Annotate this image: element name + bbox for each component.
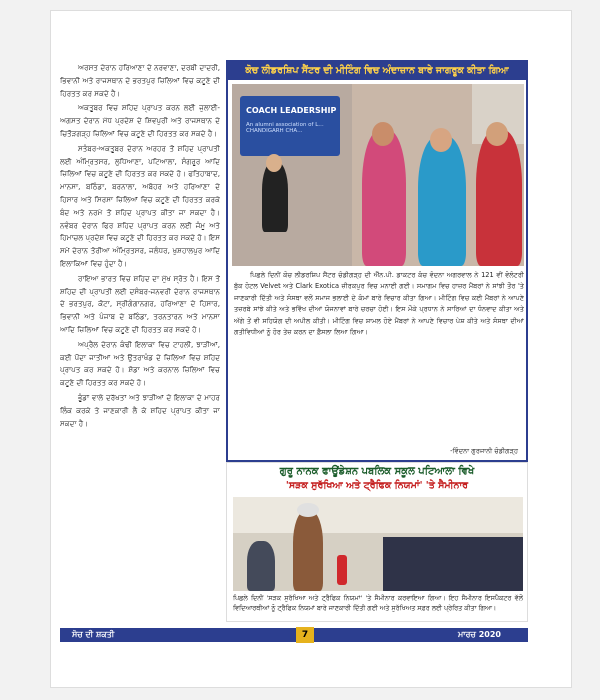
coach-leadership-article xyxy=(226,60,528,462)
banner-title: COACH LEADERSHIP xyxy=(246,106,337,115)
seated-guest xyxy=(247,541,275,591)
paragraph: ਅਪ੍ਰੈਲ ਦੇਰਾਨ ਕੰਢੀ ਇਲਾਕਾ ਵਿਚ ਟਾਹਲੀ, ਝਾੜੀਆਂ, ਕਈ ਪੌਦਾ ਜਾਤੀਆਂ ਅਤੇ ਉਤਰਾਖੰਡ ਦੇ ਜ਼ਿਲਿਆਂ ਵਿਚ ਸ਼ਹਿਦ ਪ੍ਰਾਪਤ ਕਰ ਸਕਦੇ ਹੋ। ਸ਼ੋਡਾ ਅਤੇ ਕਰਨਾਲ ਜ਼ਿਲਿਆਂ ਵਿਚ ਕਟੂਣੇ ਦੀ ਹਿਰਤਤ ਕਰ ਸਕਦੇ ਹੋ। xyxy=(60,339,220,388)
magazine-name: ਸੋਚ ਦੀ ਸ਼ਕਤੀ xyxy=(72,630,115,639)
paragraph: ਭੂੰਡਾਂ ਵਾਲੇ ਦਰੱਖਤਾਂ ਅਤੇ ਝਾੜੀਆਂ ਦੇ ਇਲਾਕਾ ਦੇ ਮਾਹਰ ਲਿੰਕ ਕਰਕੇ ਤੇ ਜਾਣਕਾਰੀ ਲੈ ਕੇ ਸ਼ਹਿਦ ਪ੍ਰਾਪਤ ਕੀਤਾ ਜਾ ਸਕਦਾ ਹੈ। xyxy=(60,392,220,428)
officer-turban xyxy=(297,503,319,517)
woman-face xyxy=(430,128,452,152)
paragraph: ਅਕਤੂਬਰ ਵਿਚ ਸ਼ਹਿਦ ਪ੍ਰਾਪਤ ਕਰਨ ਲਈ ਜੁਲਾਈ-ਅਗਸਤ ਦੇਰਾਨ ਮੱਧ ਪ੍ਰਦੇਸ਼ ਦੇ ਸ਼ਿਵਪੁਰੀ ਅਤੇ ਰਾਜਸਥਾਨ ਦੇ ਚਿਤੌੜਗੜ੍ਹ ਜ਼ਿਲਿਆਂ ਵਿਚ ਕਟੂਣੇ ਦੀ ਹਿਰਤਤ ਕਰ ਸਕਦੇ ਹੈ। xyxy=(60,103,220,138)
article-byline: -ਵਿੰਦਨਾ ਗੁਰਜਾਨੀ ਚੰਡੀਗੜ੍ਹ xyxy=(450,447,518,455)
road-safety-article xyxy=(226,462,528,622)
article-paragraph: ਪਿਛਲੇ ਦਿਨੀਂ ਕੋਚ ਲੀਡਰਸ਼ਿਪ ਸੈਂਟਰ ਚੰਡੀਗੜ੍ਹ ਦੀ ਐੱਨ.ਪੀ. ਡਾਕਟਰ ਕੰਚ ਵੰਦਨਾ ਅਗਰਵਾਲ ਨੇ 121 ਵੀਂ ਵੋਲੰਟਰੀ ਬੁੱਕ ਹੋਟਲ Velvet ਅਤੇ Clark Exotica ਜ਼ੀਰਕਪੁਰ ਵਿਚ ਮਨਾਈ ਗਈ। ਸਮਾਗਮ ਵਿਚ ਹਾਜ਼ਰ ਮੈਂਬਰਾਂ ਨੇ ਸਾਂਝੀ ਤੌਰ 'ਤੇ ਜਾਣਕਾਰੀ ਦਿੱਤੀ ਅਤੇ ਸੰਸਥਾ ਵਲੋਂ ਸਮਾਜ ਭਲਾਈ ਦੇ ਕੰਮਾਂ ਬਾਰੇ ਵਿਚਾਰ ਕੀਤਾ ਗਿਆ। ਮੀਟਿੰਗ ਵਿਚ ਕਈ ਮੈਂਬਰਾਂ ਨੇ ਆਪਣੇ ਤਜ਼ਰਬੇ ਸਾਂਝੇ ਕੀਤੇ ਅਤੇ ਭਵਿੱਖ ਦੀਆਂ ਯੋਜਨਾਵਾਂ ਬਾਰੇ ਚਰਚਾ ਹੋਈ। ਇਸ ਮੌਕੇ ਪ੍ਰਧਾਨ ਨੇ ਸਾਰਿਆਂ ਦਾ ਧੰਨਵਾਦ ਕੀਤਾ ਅਤੇ ਅੱਗੇ ਤੋਂ ਵੀ ਸਹਿਯੋਗ ਦੀ ਅਪੀਲ ਕੀਤੀ। ਮੀਟਿੰਗ ਵਿਚ ਸ਼ਾਮਲ ਹੋਏ ਮੈਂਬਰਾਂ ਨੇ ਆਪਣੇ ਵਿਚਾਰ ਪੇਸ਼ ਕੀਤੇ ਅਤੇ ਸੰਸਥਾ ਦੀਆਂ ਗਤੀਵਿਧੀਆਂ ਨੂੰ ਹੋਰ ਤੇਜ਼ ਕਰਨ ਦਾ ਫ਼ੈਸਲਾ ਲਿਆ ਗਿਆ। xyxy=(234,271,524,337)
photo-background xyxy=(233,497,523,533)
paragraph: ਸਤੰਬਰ-ਅਕਤੂਬਰ ਦੇਰਾਨ ਅਰਹਰ ਤੋਂ ਸ਼ਹਿਦ ਪ੍ਰਾਪਤੀ ਲਈ ਅੰਮ੍ਰਿਤਸਰ, ਲੁਧਿਆਣਾ, ਪਟਿਆਲਾ, ਸੰਗਰੂਰ ਆਦਿ ਜ਼ਿਲਿਆਂ ਵਿਚ ਕਟੂਣੇ ਦੀ ਹਿਰਤਤ ਕਰ ਸਕਦੇ ਹੋ। ਫਤਿਹਾਬਾਦ, ਮਾਨਸਾ, ਬਠਿੰਡਾ, ਬਰਨਾਲਾ, ਅਬੋਹਰ ਅਤੇ ਹਰਿਆਣਾ ਦੇ ਹਿਸਾਰ ਅਤੇ ਸਿਰਸਾ ਜ਼ਿਲਿਆਂ ਵਿਚ ਕਟੂਣੇ ਦੀ ਹਿਰਤਤ ਕਰਕੇ ਬੰਦ ਅਤੇ ਨਰਮੇ ਤੋਂ ਸ਼ਹਿਦ ਪ੍ਰਾਪਤ ਕੀਤਾ ਜਾ ਸਕਦਾ ਹੈ। ਨਵੰਬਰ ਦੇਰਾਨ ਫਿਰ ਸ਼ਹਿਦ ਪ੍ਰਾਪਤ ਕਰਨ ਲਈ ਜੰਮੂ ਅਤੇ ਹਿਮਾਚਲ ਪ੍ਰਦੇਸ਼ ਵਿਚ ਕਟੂਣੇ ਦੀ ਹਿਰਤਤ ਕਰ ਸਕਦੇ ਹੋ। ਇਸ ਸਮੇਂ ਦੇਰਾਨ ਤੋਰੀਆ ਅੰਮ੍ਰਿਤਸਰ, ਜਲੰਧਰ, ਖੁਸ਼ਹਾਲਪੁਰ ਆਦਿ ਇਲਾਕਿਆਂ ਵਿਚ ਹੁੰਦਾ ਹੈ। xyxy=(60,143,220,268)
article-headline: ਕੋਚ ਲੀਡਰਸ਼ਿਪ ਸੈਂਟਰ ਦੀ ਮੀਟਿੰਗ ਵਿਚ ਅੰਦਾਜ਼ਾਨ ਬਾਰੇ ਜਾਗਰੂਕ ਕੀਤਾ ਗਿਆ xyxy=(228,62,526,80)
woman-figure xyxy=(476,130,522,266)
speaker-face xyxy=(266,154,282,172)
woman-face xyxy=(372,122,394,146)
photo-right-panel xyxy=(352,84,524,266)
article-body: ਪਿਛਲੇ ਦਿਨੀਂ 'ਸੜਕ ਸੁਰੱਖਿਆ ਅਤੇ ਟ੍ਰੈਫਿਕ ਨਿਯਮਾਂ' 'ਤੇ ਸੈਮੀਨਾਰ ਕਰਵਾਇਆ ਗਿਆ। ਇਹ ਸੈਮੀਨਾਰ ਇਸਪੈਕਟਰ ਵੱਲੋਂ ਵਿਦਿਆਰਥੀਆਂ ਨੂੰ ਟ੍ਰੈਫਿਕ ਨਿਯਮਾਂ ਬਾਰੇ ਜਾਣਕਾਰੀ ਦਿੱਤੀ ਗਈ ਅਤੇ ਸੁਰੱਖਿਅਤ ਸਫ਼ਰ ਲਈ ਪ੍ਰੇਰਿਤ ਕੀਤਾ ਗਿਆ। xyxy=(233,594,523,613)
student-audience xyxy=(383,537,523,591)
left-column-article xyxy=(60,62,220,622)
fire-extinguisher xyxy=(337,555,347,585)
paragraph: ਅਰਸਤ ਦੇਰਾਨ ਹਰਿਆਣਾ ਦੇ ਨਰਵਾਣਾ, ਦਰਬੀ ਦਾਦਰੀ, ਭਿਵਾਨੀ ਅਤੇ ਰਾਜਸਥਾਨ ਦੇ ਭਰਤਪੁਰ ਜ਼ਿਲਿਆਂ ਵਿਚ ਕਟੂਣੇ ਦੀ ਹਿਰਤਤ ਕਰ ਸਕਦੇ ਹੈ। xyxy=(60,63,220,98)
headline-line-2: 'ਸੜਕ ਸੁਰੱਖਿਆ ਅਤੇ ਟ੍ਰੈਫਿਕ ਨਿਯਮਾਂ' 'ਤੇ ਸੈਮੀਨਾਰ xyxy=(285,480,469,491)
article-headline xyxy=(227,463,527,495)
issue-date: ਮਾਰਚ 2020 xyxy=(458,630,501,639)
meeting-photo xyxy=(232,84,524,266)
photo-left-panel xyxy=(232,84,352,266)
page-number: 7 xyxy=(296,627,314,643)
woman-figure xyxy=(362,130,406,266)
headline-line-1: ਗੁਰੂ ਨਾਨਕ ਫਾਊਂਡੇਸ਼ਨ ਪਬਲਿਕ ਸਕੂਲ ਪਟਿਆਲਾ ਵਿਖੇ xyxy=(279,466,475,477)
officer-figure xyxy=(293,511,323,591)
woman-face xyxy=(486,122,508,146)
paragraph: ਰਾਇਆ ਭਾਰਤ ਵਿਚ ਸ਼ਹਿਦ ਦਾ ਮੁੱਖ ਸ੍ਰੋਤ ਹੈ। ਇਸ ਤੋਂ ਸ਼ਹਿਦ ਦੀ ਪ੍ਰਾਪਤੀ ਲਈ ਦਸੰਬਰ-ਜਨਵਰੀ ਦੇਰਾਨ ਰਾਜਸਥਾਨ ਦੇ ਭਰਤਪੁਰ, ਕੋਟਾ, ਸ੍ਰੀਗੰਗਾਨਗਰ, ਹਰਿਆਣਾ ਦੇ ਹਿਸਾਰ, ਭਿਵਾਨੀ ਅਤੇ ਪੰਜਾਬ ਦੇ ਬਠਿੰਡਾ, ਤਰਨਤਾਰਨ ਅਤੇ ਮਾਨਸਾ ਆਦਿ ਜ਼ਿਲਿਆਂ ਵਿਚ ਕਟੂਣੇ ਦੀ ਹਿਰਤਤ ਕਰ ਸਕਦੇ ਹੋ। xyxy=(60,273,220,334)
article-body xyxy=(234,270,524,450)
seminar-photo xyxy=(233,497,523,591)
woman-figure xyxy=(418,136,466,266)
banner-subtitle: An alumni association of L… CHANDIGARH CHA… xyxy=(246,122,324,134)
speaker-figure xyxy=(262,162,288,232)
